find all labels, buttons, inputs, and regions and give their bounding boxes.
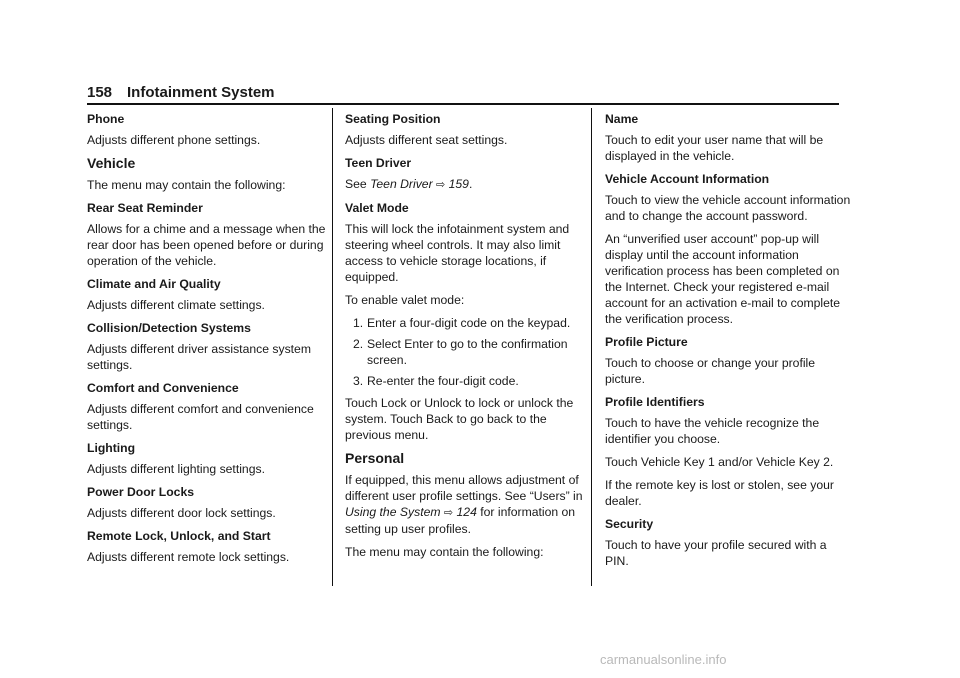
collision-text: Adjusts different driver assistance system settings. [87,342,311,372]
lighting-text: Adjusts different lighting settings. [87,462,265,476]
rear-seat-title: Rear Seat Reminder [87,201,203,215]
key-text: Touch Vehicle Key 1 and/or Vehicle Key 2. [605,455,834,469]
valet-steps [345,315,591,389]
phone-text: Adjusts different phone settings. [87,133,261,147]
watermark: carmanualsonline.info [600,652,727,667]
teen-see: See [345,177,367,191]
seating-text: Adjusts different seat settings. [345,133,508,147]
door-locks-title: Power Door Locks [87,485,195,499]
picture-text: Touch to choose or change your profile picture. [605,356,816,386]
climate-title: Climate and Air Quality [87,277,221,291]
personal-heading: Personal [345,450,405,466]
account-text: Touch to view the vehicle account information and to change the account password. [605,193,851,223]
account-title: Vehicle Account Information [605,172,770,186]
phone-title: Phone [87,112,125,126]
lock-text: Touch Lock or Unlock to lock or unlock the system. Touch Back to go back to the previous menu. [345,396,574,442]
picture-title: Profile Picture [605,335,688,349]
vehicle-intro: The menu may contain the following: [87,178,286,192]
personal-text: If equipped, this menu allows adjustment of different user profile settings. See “Users” in Using the System ⇨ 124 for information on setting up user profiles. [345,473,583,536]
lost-text: If the remote key is lost or stolen, see your dealer. [605,478,834,508]
valet-title: Valet Mode [345,201,409,215]
using-system-link[interactable]: Using the System [345,505,441,519]
page-ref-icon: ⇨ [443,507,454,519]
comfort-title: Comfort and Convenience [87,381,239,395]
unverified-text: An “unverified user account” pop-up will display until the account information verification process has been completed on the Internet. Check your registered e-mail account for an activation e-mail to complete the verification process. [605,232,841,326]
personal-menu: The menu may contain the following: [345,545,544,559]
section-title: Infotainment System [127,84,275,101]
page-number: 158 [87,84,113,101]
comfort-text: Adjusts different comfort and convenience settings. [87,402,314,432]
using-system-page-ref[interactable]: 124 [456,505,477,519]
remote-text: Adjusts different remote lock settings. [87,550,290,564]
valet-step-3: 3. Re-enter the four-digit code. [353,374,519,388]
vehicle-heading: Vehicle [87,155,136,171]
lighting-title: Lighting [87,441,136,455]
rear-seat-text: Allows for a chime and a message when the rear door has been opened before or during operation of the vehicle. [87,222,326,268]
remote-title: Remote Lock, Unlock, and Start [87,529,271,543]
collision-title: Collision/Detection Systems [87,321,251,335]
identifiers-text: Touch to have the vehicle recognize the identifier you choose. [605,416,820,446]
name-text: Touch to edit your user name that will be displayed in the vehicle. [605,133,824,163]
page-ref-icon: ⇨ [436,179,446,191]
column-3 [605,108,851,576]
climate-text: Adjusts different climate settings. [87,298,265,312]
security-text: Touch to have your profile secured with a PIN. [605,538,827,568]
identifiers-title: Profile Identifiers [605,395,705,409]
valet-text: This will lock the infotainment system and steering wheel controls. It may also limit access to vehicle storage locations, if equipped. [345,222,570,284]
seating-title: Seating Position [345,112,441,126]
valet-step-1: 1. Enter a four-digit code on the keypad. [353,316,571,330]
column-2 [345,108,591,567]
column-1 [87,108,333,572]
teen-title: Teen Driver [345,156,412,170]
column-divider-2 [591,108,592,586]
name-title: Name [605,112,639,126]
valet-enable: To enable valet mode: [345,293,465,307]
header-rule [87,103,839,105]
valet-step-2: 2. Select Enter to go to the confirmation screen. [353,337,568,367]
teen-text: See Teen Driver ⇨ 159. [345,177,473,191]
security-title: Security [605,517,654,531]
teen-driver-link[interactable]: Teen Driver [370,177,433,191]
door-locks-text: Adjusts different door lock settings. [87,506,276,520]
teen-page-ref[interactable]: 159 [448,177,469,191]
